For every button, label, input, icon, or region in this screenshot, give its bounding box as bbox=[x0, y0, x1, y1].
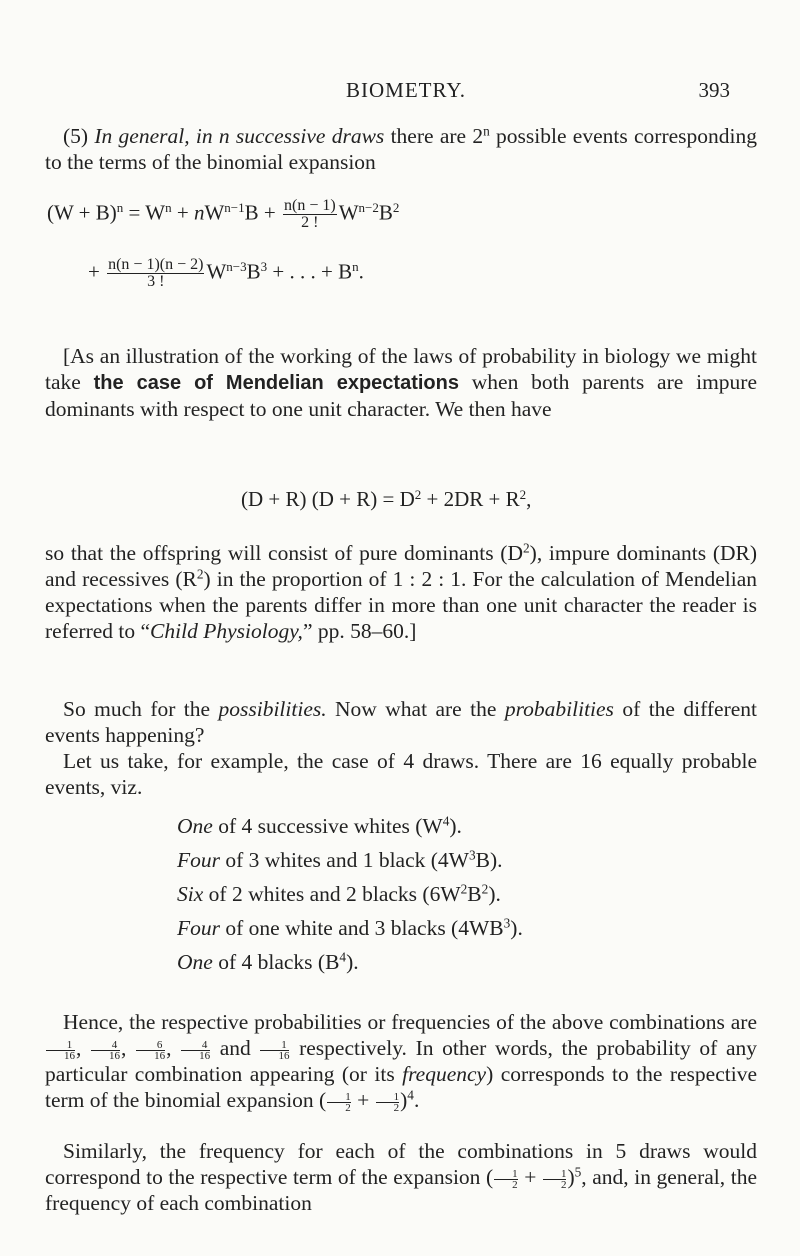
binomial-equation-line-1 bbox=[47, 198, 399, 231]
exponent: n bbox=[352, 259, 359, 275]
running-title: BIOMETRY. bbox=[346, 78, 467, 102]
coefficient: n bbox=[193, 200, 205, 225]
text-span: of 2 whites and 2 blacks (6W bbox=[203, 882, 461, 906]
exponent: n−2 bbox=[358, 200, 379, 216]
event-count: Six bbox=[177, 882, 204, 906]
event-count: Four bbox=[177, 848, 220, 872]
fraction-numerator: 6 bbox=[136, 1040, 165, 1051]
exponent: n−3 bbox=[226, 259, 247, 275]
exponent: 3 bbox=[260, 259, 268, 275]
punctuation: ). bbox=[488, 882, 501, 906]
punctuation: , bbox=[76, 1036, 91, 1060]
fraction bbox=[91, 1040, 120, 1061]
italic-word: probabilities bbox=[504, 697, 614, 721]
exponent: 4 bbox=[442, 813, 450, 829]
fraction bbox=[136, 1040, 165, 1061]
eq-lhs: (W + B) bbox=[47, 200, 117, 225]
exponent: 5 bbox=[574, 1164, 582, 1180]
text-span: possible events corresponding to the terms of the binomial expansion bbox=[45, 124, 757, 174]
text-span: ) in the proportion of 1 : 2 : 1. For the calculation of Mendelian expectations when the parents differ in more than one unit character the reader is referred to “ bbox=[45, 567, 758, 643]
fraction bbox=[494, 1169, 518, 1190]
text-span: Hence, the respective probabilities or frequencies of the above combinations are bbox=[63, 1010, 757, 1034]
term: W bbox=[145, 200, 166, 225]
text-span: B bbox=[467, 882, 482, 906]
fraction-denominator: 16 bbox=[64, 1049, 75, 1062]
exponent: 2 bbox=[481, 881, 489, 897]
page-number: 393 bbox=[698, 78, 730, 102]
fraction-denominator: 16 bbox=[154, 1049, 166, 1062]
operator: + bbox=[518, 1165, 542, 1189]
text-span: of the different events happening? bbox=[45, 697, 757, 747]
text-span: when both parents are impure dominants with respect to one unit character. We then have bbox=[45, 370, 757, 421]
term: (D + R) (D + R) = D bbox=[241, 487, 415, 511]
punctuation: . bbox=[358, 259, 364, 284]
term: W bbox=[204, 200, 225, 225]
fraction-denominator: 2 bbox=[512, 1178, 518, 1191]
paragraph-probabilities bbox=[45, 1009, 757, 1113]
fraction-numerator: n(n − 1) bbox=[284, 197, 336, 214]
text-span: of 4 successive whites (W bbox=[212, 814, 443, 838]
fraction-denominator: 2 bbox=[393, 1101, 400, 1114]
term: B bbox=[378, 200, 393, 225]
text-span: , and, in general, the frequency of each combination bbox=[45, 1165, 757, 1215]
binomial-equation-line-2 bbox=[88, 257, 364, 290]
fraction-denominator: 2 bbox=[560, 1178, 567, 1191]
punctuation: B). bbox=[475, 848, 503, 872]
paragraph-possibilities bbox=[45, 696, 757, 748]
exponent: n−1 bbox=[224, 200, 245, 216]
operator: + bbox=[351, 1088, 375, 1112]
fraction-denominator: 16 bbox=[199, 1049, 211, 1062]
italic-phrase: In general, in n successive draws bbox=[94, 124, 385, 148]
event-list-item bbox=[177, 949, 359, 975]
exponent: 2 bbox=[196, 566, 204, 582]
fraction-numerator: 4 bbox=[91, 1040, 120, 1051]
para-number: (5) bbox=[63, 124, 95, 148]
text-span: there are 2 bbox=[384, 124, 484, 148]
paragraph-four-draws bbox=[45, 748, 757, 800]
punctuation: ) bbox=[400, 1088, 408, 1112]
fraction-numerator: n(n − 1)(n − 2) bbox=[108, 256, 204, 273]
exponent: 3 bbox=[468, 847, 476, 863]
fraction-numerator: 1 bbox=[543, 1169, 567, 1180]
italic-word: possibilities. bbox=[218, 697, 327, 721]
text-span: So much for the bbox=[63, 697, 219, 721]
text-span: so that the offspring will consist of pure dominants (D bbox=[45, 541, 523, 565]
exponent: 4 bbox=[339, 949, 347, 965]
fraction-numerator: 1 bbox=[376, 1092, 400, 1103]
text-span: Let us take, for example, the case of 4 draws. There are 16 equally probable events, viz. bbox=[45, 749, 757, 799]
event-count: One bbox=[177, 814, 213, 838]
exponent: n bbox=[165, 200, 172, 216]
punctuation: , bbox=[166, 1036, 181, 1060]
fraction bbox=[107, 257, 204, 290]
equals-sign: = bbox=[123, 200, 146, 225]
term: W bbox=[338, 200, 359, 225]
fraction-numerator: 1 bbox=[327, 1092, 351, 1103]
operator: + bbox=[88, 259, 106, 284]
paragraph-general-draws bbox=[45, 123, 757, 175]
punctuation: . bbox=[413, 1088, 420, 1112]
exponent: 2 bbox=[523, 540, 530, 556]
text-span: of 4 blacks (B bbox=[212, 950, 340, 974]
text-span: respectively. In other words, the probability of any particular combination appearing (or its bbox=[45, 1036, 758, 1086]
event-list-item bbox=[177, 915, 523, 941]
text-span: ) corresponds to the respective term of the binomial expansion ( bbox=[45, 1062, 757, 1112]
event-list-item bbox=[177, 881, 501, 907]
fraction bbox=[283, 198, 337, 231]
highlighted-phrase: the case of Mendelian expectations bbox=[93, 372, 459, 394]
fraction bbox=[327, 1092, 351, 1113]
fraction-denominator: 2 ! bbox=[301, 214, 319, 231]
text-span: Similarly, the frequency for each of the combinations in 5 draws would correspond to the respective term of the expansion ( bbox=[45, 1139, 757, 1189]
fraction-denominator: 16 bbox=[109, 1049, 121, 1062]
fraction-numerator: 4 bbox=[181, 1040, 210, 1051]
fraction-numerator: 1 bbox=[260, 1040, 289, 1051]
exponent: 2 bbox=[460, 881, 468, 897]
term: + 2DR + R bbox=[421, 487, 520, 511]
punctuation: ). bbox=[510, 916, 523, 940]
text-span: of one white and 3 blacks (4WB bbox=[220, 916, 504, 940]
punctuation: ). bbox=[449, 814, 462, 838]
paragraph-similarly bbox=[45, 1138, 757, 1216]
event-count: Four bbox=[177, 916, 220, 940]
paragraph-offspring bbox=[45, 540, 757, 644]
fraction bbox=[260, 1040, 289, 1061]
fraction bbox=[543, 1169, 567, 1190]
page-header bbox=[0, 78, 800, 108]
event-list-item bbox=[177, 847, 503, 873]
fraction-denominator: 3 ! bbox=[147, 273, 165, 290]
exponent: n bbox=[116, 200, 124, 216]
exponent: 4 bbox=[407, 1087, 414, 1103]
punctuation: ) bbox=[567, 1165, 575, 1189]
punctuation: ). bbox=[346, 950, 359, 974]
punctuation: , bbox=[526, 487, 532, 511]
text-span: of 3 whites and 1 black (4W bbox=[220, 848, 469, 872]
event-count: One bbox=[177, 950, 213, 974]
term: + . . . + B bbox=[267, 259, 353, 284]
italic-word: frequency bbox=[402, 1062, 487, 1086]
operator: + bbox=[171, 200, 194, 225]
fraction-denominator: 2 bbox=[345, 1101, 351, 1114]
term: W bbox=[206, 259, 227, 284]
term: B + bbox=[244, 200, 281, 225]
exponent: 3 bbox=[503, 915, 511, 931]
fraction bbox=[181, 1040, 210, 1061]
text-span: ), impure dominants (DR) and recessives (R bbox=[45, 541, 758, 591]
fraction bbox=[46, 1040, 75, 1061]
exponent: 2 bbox=[414, 486, 422, 502]
event-list-item bbox=[177, 813, 462, 839]
exponent: 2 bbox=[519, 486, 527, 502]
term: B bbox=[246, 259, 261, 284]
paragraph-mendelian-illustration bbox=[45, 343, 757, 422]
fraction-numerator: 1 bbox=[46, 1040, 75, 1051]
fraction-numerator: 1 bbox=[494, 1169, 518, 1180]
exponent: n bbox=[483, 123, 490, 139]
text-span: and bbox=[211, 1036, 260, 1060]
fraction-denominator: 16 bbox=[278, 1049, 290, 1062]
exponent: 2 bbox=[392, 200, 400, 216]
text-span: ” pp. 58–60.] bbox=[302, 619, 417, 643]
text-span: Now what are the bbox=[326, 697, 505, 721]
fraction bbox=[376, 1092, 400, 1113]
mendel-equation bbox=[241, 486, 531, 512]
text-span: [As an illustration of the working of the laws of probability in biology we might take bbox=[45, 344, 757, 394]
punctuation: , bbox=[121, 1036, 136, 1060]
book-reference: Child Physiology, bbox=[150, 619, 303, 643]
